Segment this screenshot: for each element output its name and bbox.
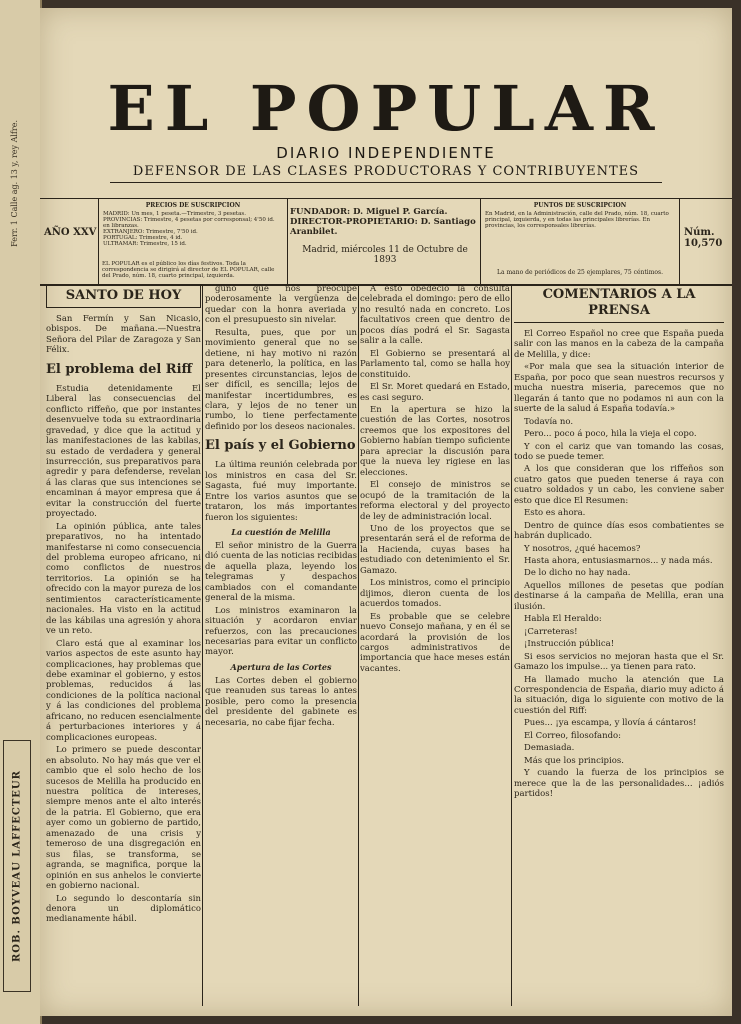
paragraph: guno que nos preocupe poderosamente la vergüenza de quedar con la honra averiada y con el presupuesto sin nivelar. (205, 284, 357, 326)
issue-number: Núm. 10,570 (684, 227, 723, 249)
points-text: En Madrid, en la Administración, calle del Prado, núm. 18, cuarto principal, izquierda, y en todas las principales librerías. En provincias, los corresponsales librerías. (485, 211, 669, 229)
bulk-price-note: La mano de periódicos de 25 ejemplares, 75 céntimos. (496, 269, 663, 276)
previous-page-advert: ROB. BOYVEAU LAFFECTEUR (3, 740, 31, 992)
saint-of-day-text: San Fermín y San Nicasio, obispos. De mañana.—Nuestra Señora del Pilar de Zaragoza y San Félix. (46, 313, 201, 356)
director-line: DIRECTOR-PROPIETARIO: D. Santiago Aranbilet. (290, 217, 476, 237)
press-section-header (514, 284, 724, 323)
paragraph: En la apertura se hizo la cuestión de las Cortes, nosotros creemos que los expositores del Gobierno habían tiempo suficiente para apreciar la discusión para que la nueva ley rigiese en las elecciones. (360, 404, 510, 478)
paragraph: Hasta ahora, entusiasmarnos... y nada más. (524, 556, 713, 567)
paragraph: Demasiada. (524, 743, 575, 754)
saint-of-day-box (46, 284, 201, 308)
newspaper-page (40, 8, 732, 1016)
paragraph: Si esos servicios no mejoran hasta que el Sr. Gamazo los impulse... ya tienen para rato. (514, 651, 724, 673)
paragraph: Es probable que se celebre nuevo Consejo mañana, y en él se acordará la provisión de los cargos administrativos de importancia que hace meses están vacantes. (360, 611, 510, 674)
paragraph: Aquellos millones de pesetas que podían destinarse á la campaña de Melilla, eran una ilusión. (514, 580, 724, 612)
saint-of-day-title: SANTO DE HOY (65, 288, 182, 303)
column-4 (514, 284, 724, 802)
paragraph: Lo segundo lo descontaría sin denora un diplomático medianamente hábil. (46, 893, 201, 925)
previous-page-text: Ferr. 1 Calle ag. 13 y, rey Alfre. (10, 120, 19, 247)
price-line: PORTUGAL: Trimestre, 4 id. (103, 235, 183, 241)
paragraph: Pues... ¡ya escampa, y llovía á cántaros! (524, 718, 697, 729)
paragraph: Claro está que al examinar los varios aspectos de este asunto hay complicaciones, hay problemas que debe examinar el gobierno, y estos problemas, reducidos á las condiciones de la política nacional y á las condiciones del problema africano, no reducen esencialmente á perturbaciones interiores y á complicaciones europeas. (46, 638, 201, 743)
article-title: El país y el Gobierno (205, 438, 356, 454)
info-bar (40, 198, 732, 286)
paragraph: Y nosotros, ¿qué hacemos? (524, 543, 641, 554)
newspaper-subtitle: DIARIO INDEPENDIENTE (276, 144, 496, 162)
paragraph: Ha llamado mucho la atención que La Correspondencia de España, diario muy adicto á la situación, diga lo siguiente con motivo de la cuestión del Riff: (514, 674, 724, 716)
paragraph: Más que los principios. (524, 755, 624, 766)
paragraph: Dentro de quince días esos combatientes se habrán duplicado. (514, 520, 724, 542)
section-subtitle: Apertura de las Cortes (230, 661, 332, 672)
correspondence-note: EL POPULAR es el público los días festivos. Toda la correspondencia se dirigirá al director de EL POPULAR, calle del Prado, núm. 18, cuarto principal, izquierda. (102, 261, 275, 279)
paragraph: El Correo Español no cree que España pueda salir con las manos en la cabeza de la campaña de Melilla, y dice: (514, 328, 724, 360)
paragraph: Esto es ahora. (524, 508, 586, 519)
paragraph: El Gobierno se presentará al Parlamento tal, como se halla hoy constituido. (360, 348, 510, 380)
founder-line: FUNDADOR: D. Miguel P. García. (290, 207, 448, 217)
paragraph: El señor ministro de la Guerra dió cuenta de las noticias recibidas de aquella plaza, leyendo los telegramas y despachos cambiados con el comandante general de la misma. (205, 540, 357, 604)
paragraph: El consejo de ministros se ocupó de la tramitación de la reforma electoral y del proyecto de ley de administración local. (360, 480, 510, 522)
paragraph: El Correo, filosofando: (524, 730, 622, 741)
price-line: MADRID: Un mes, 1 peseta.—Trimestre, 3 pesetas. (103, 211, 246, 217)
newspaper-tagline: DEFENSOR DE LAS CLASES PRODUCTORAS Y CONTRIBUYENTES (110, 164, 662, 183)
founder-block (290, 207, 480, 237)
paragraph: La opinión pública, ante tales preparativos, no ha intentado manifestarse ni como consecuencia del problema europeo africano, ni como conflictos de nuestros territorios. La opinión se ha ofrecido con la mayor pureza de los sentimientos característicamente nacionales. Ha visto en la actitud de las kábilas una agresión y ahora ve un reto. (46, 521, 201, 637)
paragraph: Y cuando la fuerza de los principios se merece que la de las personalidades... ¡adiós partidos! (514, 768, 724, 800)
price-line: ULTRAMAR: Trimestre, 15 id. (103, 241, 187, 247)
paragraph: Habla El Heraldo: (524, 614, 602, 625)
paragraph: El Sr. Moret quedará en Estado, es casi seguro. (360, 382, 510, 403)
paragraph: Pero... poco á poco, hila la vieja el copo. (524, 429, 697, 440)
quote: «Por mala que sea la situación interior de España, por poco que sean nuestros recursos y mucha nuestra miseria, parecemos que no llegarán á tanto que no podamos ni aun con la suerte de la salud á España todavía.» (514, 362, 724, 415)
column-rule (511, 286, 512, 1006)
paragraph: De lo dicho no hay nada. (524, 568, 631, 579)
column-3 (360, 284, 510, 676)
paragraph: Uno de los proyectos que se presentarán será el de reforma de la Hacienda, cuyas bases ha estudiado con detenimiento el Sr. Gamazo. (360, 523, 510, 576)
paragraph: Todavía no. (524, 416, 574, 427)
paragraph: Las Cortes deben el gobierno que reanuden sus tareas lo antes posible, pero como la presencia del presidente del gabinete es necesaria, no cabe fijar fecha. (205, 675, 357, 728)
previous-page-edge (0, 0, 42, 1024)
paragraph: Estudia detenidamente El Liberal las consecuencias del conflicto riffeño, que por instantes desenvuelve toda su extraordinaria gravedad, y dice que la actitud y las manifestaciones de las kabilas, su estado de verdadera y general insurrección, sus preparativos para agredir y para defenderse, revelan á las claras que sus intenciones se encaminan á mayor empresa que á evitar la construcción del fuerte proyectado. (46, 383, 201, 520)
paragraph: Lo primero se puede descontar en absoluto. No hay más que ver el cambio que el solo hecho de los sucesos de Melilla ha producido en nuestra política de intereses, siempre menos ante el alto interés de la patria. El Gobierno, que era ayer como un gobierno de partido, amenazado de una crisis y temeroso de una disgregación en sus filas, se transforma, se agranda, se magnifica, porque la opinión en sus anhelos le convierte en gobierno nacional. (46, 745, 201, 892)
year-label: AÑO XXV (44, 227, 97, 238)
newspaper-title: EL POPULAR (107, 72, 665, 145)
paragraph: Los ministros examinaron la situación y acordaron enviar refuerzos, con las precauciones necesarias para evitar un conflicto mayor. (205, 605, 357, 658)
press-section-title: COMENTARIOS A LA PRENSA (542, 287, 696, 318)
paragraph: ¡Instrucción pública! (524, 639, 615, 650)
prices-heading: PRECIOS DE SUSCRIPCION (145, 202, 241, 209)
paragraph: Y con el cariz que van tomando las cosas, todo se puede temer. (514, 441, 724, 462)
paragraph: A los que consideran que los riffeños son cuatro gatos que pueden tenerse á raya con cuatro soldados y un cabo, les conviene saber esto que dice El Resumen: (514, 464, 724, 506)
article-title: El problema del Riff (46, 361, 193, 377)
paragraph: A esto obedeció la consulta celebrada el domingo: pero de ello no resultó nada en concreto. Los facultativos creen que dentro de pocos días podrá el Sr. Sagasta salir a la calle. (360, 284, 510, 347)
column-2 (205, 284, 357, 730)
column-1 (46, 284, 201, 927)
paragraph: La última reunión celebrada por los ministros en casa del Sr. Sagasta, fué muy importante. Entre los varios asuntos que se trataron, los más importantes fueron los siguientes: (205, 460, 357, 523)
price-line: PROVINCIAS: Trimestre, 4 pesetas por corresponsal; 4'50 id. en libranzas. (103, 217, 275, 229)
dateline: Madrid, miércoles 11 de Octubre de 1893 (302, 245, 468, 265)
masthead (40, 72, 732, 183)
section-subtitle: La cuestión de Melilla (231, 527, 331, 538)
paragraph: Resulta, pues, que por un movimiento general que no se detiene, ni hay motivo ni razón para detenerlo, la política, en las presentes circunstancias, lejos de ser difícil, es sencilla; lejos de manifestar incertidumbres, es clara, y lejos de no tener un rumbo, lo tiene perfectamente definido por los deseos nacionales. (205, 327, 357, 432)
paragraph: Los ministros, como el principio dijimos, dieron cuenta de los acuerdos tomados. (360, 578, 510, 610)
column-rule (202, 286, 203, 1006)
column-rule (358, 286, 359, 1006)
paragraph: ¡Carreteras! (524, 626, 578, 637)
price-line: EXTRANJERO: Trimestre, 7'50 id. (103, 229, 198, 235)
points-heading: PUNTOS DE SUSCRIPCION (533, 202, 627, 209)
